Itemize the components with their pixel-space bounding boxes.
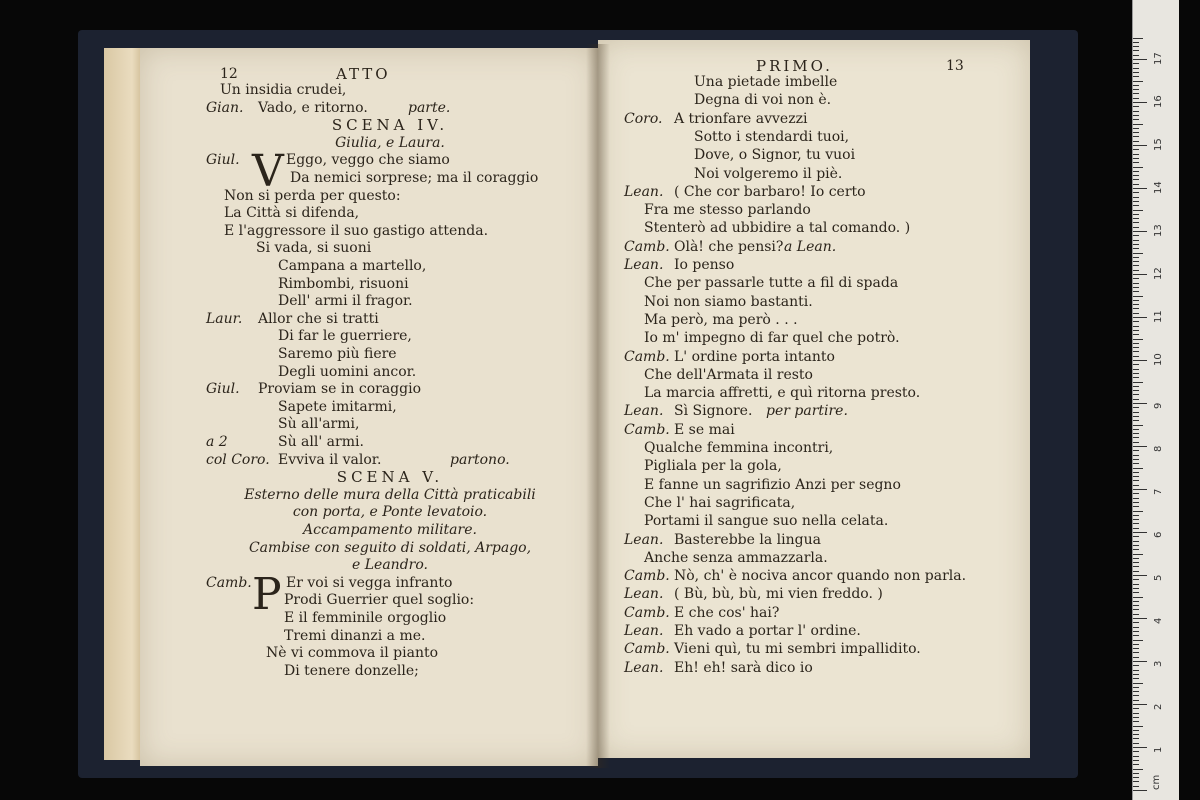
ruler-tick — [1133, 231, 1147, 232]
ruler-tick — [1133, 592, 1139, 593]
ruler-tick — [1133, 730, 1139, 731]
ruler-tick — [1133, 648, 1139, 649]
stage-direction: Esterno delle mura della Città praticabili — [244, 486, 536, 503]
speaker-label: Giul. — [206, 152, 240, 169]
ruler-tick — [1133, 523, 1139, 524]
ruler-tick — [1133, 781, 1139, 782]
ruler-tick — [1133, 308, 1139, 309]
ruler-tick — [1133, 738, 1139, 739]
ruler-tick — [1133, 373, 1139, 374]
speaker-label: Camb. — [624, 568, 670, 585]
ruler-tick — [1133, 287, 1139, 288]
ruler-tick — [1133, 601, 1139, 602]
ruler-tick — [1133, 412, 1139, 413]
ruler-tick — [1133, 627, 1139, 628]
stage-note: parte. — [408, 99, 451, 116]
ruler-tick — [1133, 240, 1139, 241]
ruler-tick — [1133, 38, 1143, 39]
ruler-tick — [1133, 511, 1143, 512]
ruler-tick — [1133, 657, 1139, 658]
ruler-tick — [1133, 407, 1139, 408]
ruler-tick — [1133, 115, 1139, 116]
ruler-tick — [1133, 437, 1139, 438]
verse-line: Qualche femmina incontri, — [644, 440, 834, 456]
verse-line: Stenterò ad ubbidire a tal comando. ) — [644, 220, 911, 237]
ruler-tick — [1133, 351, 1139, 352]
ruler-tick — [1133, 171, 1139, 172]
ruler-number: 1 — [1153, 746, 1164, 753]
ruler-tick — [1133, 468, 1143, 469]
scene-heading: SCENA V. — [336, 468, 444, 487]
ruler-tick — [1133, 364, 1139, 365]
verse-line: Vado, e ritorno. — [258, 99, 368, 116]
ruler-tick — [1133, 356, 1139, 357]
stage-direction: Accampamento militare. — [303, 522, 477, 538]
ruler-tick — [1133, 369, 1139, 370]
verse-line: Sù all'armi, — [278, 416, 360, 433]
verse-line: Di tenere donzelle; — [284, 662, 419, 679]
verse-line: Anche senza ammazzarla. — [644, 549, 828, 566]
ruler-tick — [1133, 678, 1139, 679]
ruler-tick — [1133, 450, 1139, 451]
ruler-tick — [1133, 549, 1139, 550]
ruler-number: 3 — [1153, 660, 1164, 667]
ruler-tick — [1133, 330, 1139, 331]
running-head: PRIMO. — [756, 57, 833, 75]
left-page — [140, 48, 598, 766]
ruler-tick — [1133, 777, 1139, 778]
verse-line: Eh! eh! sarà dico io — [674, 659, 813, 676]
ruler-tick — [1133, 674, 1139, 675]
ruler-tick — [1133, 622, 1139, 623]
verse-line: E se mai — [674, 421, 735, 438]
verse-line: Olà! che pensi? — [674, 238, 784, 255]
page-number: 12 — [220, 66, 238, 82]
verse-line: Basterebbe la lingua — [674, 531, 821, 548]
ruler-tick — [1133, 485, 1139, 486]
verse-line: Non si perda per questo: — [224, 187, 401, 204]
ruler-tick — [1133, 726, 1143, 727]
verse-line: Dell' armi il fragor. — [278, 293, 413, 310]
stage-note: a Lean. — [784, 238, 837, 255]
verse-line: Evviva il valor. — [278, 451, 382, 468]
ruler-tick — [1133, 597, 1143, 598]
ruler-tick — [1133, 695, 1139, 696]
ruler-unit-label: cm — [1151, 774, 1162, 790]
ruler-tick — [1133, 571, 1139, 572]
verse-line: Portami il sangue suo nella celata. — [644, 513, 889, 530]
ruler-tick — [1133, 326, 1139, 327]
ruler-tick — [1133, 218, 1139, 219]
ruler-tick — [1133, 747, 1147, 748]
verse-line: Saremo più fiere — [278, 346, 397, 362]
verse-line: Si vada, si suoni — [256, 240, 372, 257]
speaker-label: Camb. — [624, 348, 670, 365]
speaker-label: Lean. — [624, 659, 664, 676]
verse-line: Una pietade imbelle — [694, 74, 838, 90]
verse-line: Noi non siamo bastanti. — [644, 293, 813, 310]
ruler-tick — [1133, 661, 1147, 662]
verse-line: Io penso — [674, 257, 735, 273]
ruler-tick — [1133, 390, 1139, 391]
ruler-tick — [1133, 575, 1147, 576]
ruler-tick — [1133, 360, 1147, 361]
ruler-tick — [1133, 141, 1139, 142]
verse-line: Sù all' armi. — [278, 434, 364, 450]
ruler-tick — [1133, 635, 1139, 636]
ruler-tick — [1133, 192, 1139, 193]
ruler-tick — [1133, 665, 1139, 666]
ruler-tick — [1133, 317, 1147, 318]
ruler-tick — [1133, 515, 1139, 516]
ruler-tick — [1133, 63, 1139, 64]
ruler-tick — [1133, 528, 1139, 529]
verse-line: E il femminile orgoglio — [284, 610, 447, 626]
ruler-tick — [1133, 313, 1139, 314]
ruler-tick — [1133, 300, 1139, 301]
ruler-tick — [1133, 386, 1139, 387]
verse-line: Er voi si vegga infranto — [286, 574, 453, 591]
speaker-label: Lean. — [624, 531, 664, 548]
ruler-tick — [1133, 476, 1139, 477]
ruler-tick — [1133, 184, 1139, 185]
verse-line: Rimbombi, risuoni — [278, 275, 409, 292]
stage-direction: con porta, e Ponte levatoio. — [292, 504, 488, 521]
ruler-tick — [1133, 532, 1147, 533]
speaker-label: Coro. — [624, 110, 663, 127]
verse-line: E l'aggressore il suo gastigo attenda. — [224, 222, 489, 239]
ruler-tick — [1133, 455, 1139, 456]
ruler-tick — [1133, 463, 1139, 464]
ruler-tick — [1133, 119, 1139, 120]
ruler-tick — [1133, 554, 1143, 555]
ruler-tick — [1133, 227, 1139, 228]
ruler-number: 7 — [1153, 488, 1164, 495]
ruler-tick — [1133, 136, 1139, 137]
ruler-tick — [1133, 265, 1139, 266]
speaker-label: Gian. — [206, 99, 244, 116]
ruler-tick — [1133, 167, 1143, 168]
ruler-tick — [1133, 248, 1139, 249]
ruler-tick — [1133, 128, 1139, 129]
book-gutter — [586, 44, 610, 768]
page-number: 13 — [946, 58, 964, 74]
ruler-tick — [1133, 50, 1139, 51]
drop-capital: V — [252, 146, 284, 198]
ruler-tick — [1133, 188, 1147, 189]
stage-note: partono. — [450, 451, 510, 468]
verse-line: Dove, o Signor, tu vuoi — [694, 147, 856, 164]
ruler-tick — [1133, 769, 1143, 770]
ruler-number: 2 — [1153, 703, 1164, 710]
ruler-tick — [1133, 72, 1139, 73]
ruler-tick — [1133, 640, 1143, 641]
ruler-tick — [1133, 764, 1139, 765]
ruler-tick — [1133, 644, 1139, 645]
ruler-tick — [1133, 618, 1147, 619]
ruler-tick — [1133, 652, 1139, 653]
ruler-tick — [1133, 506, 1139, 507]
verse-line: Sapete imitarmi, — [278, 398, 397, 415]
verse-line: La marcia affretti, e quì ritorna presto. — [644, 385, 921, 402]
ruler-number: 8 — [1153, 445, 1164, 452]
ruler-tick — [1133, 149, 1139, 150]
speaker-label: Camb. — [624, 641, 670, 658]
ruler-tick — [1133, 566, 1139, 567]
ruler-tick — [1133, 756, 1139, 757]
ruler-tick — [1133, 283, 1139, 284]
ruler-tick — [1133, 489, 1147, 490]
ruler-tick — [1133, 42, 1139, 43]
ruler-tick — [1133, 59, 1147, 60]
ruler-tick — [1133, 377, 1139, 378]
speaker-label: a 2 — [206, 434, 228, 450]
ruler-tick — [1133, 558, 1139, 559]
ruler-tick — [1133, 162, 1139, 163]
ruler-tick — [1133, 545, 1139, 546]
ruler-tick — [1133, 670, 1139, 671]
verse-line: E che cos' hai? — [674, 604, 780, 621]
ruler-tick — [1133, 261, 1139, 262]
ruler-tick — [1133, 343, 1139, 344]
measuring-ruler — [1132, 0, 1179, 800]
verse-line: Vieni quì, tu mi sembri impallidito. — [674, 641, 921, 658]
ruler-tick — [1133, 459, 1139, 460]
verse-line: Che l' hai sagrificata, — [644, 494, 796, 511]
ruler-tick — [1133, 55, 1139, 56]
ruler-number: 6 — [1153, 531, 1164, 538]
speaker-label: Camb. — [624, 238, 670, 255]
ruler-number: 13 — [1153, 224, 1164, 237]
ruler-tick — [1133, 700, 1139, 701]
ruler-tick — [1133, 102, 1147, 103]
ruler-tick — [1133, 717, 1139, 718]
ruler-tick — [1133, 175, 1139, 176]
verse-line: Io m' impegno di far quel che potrò. — [644, 330, 900, 347]
verse-line: Sì Signore. — [674, 403, 753, 420]
speaker-label: Laur. — [206, 310, 243, 327]
ruler-tick — [1133, 244, 1139, 245]
speaker-label: Giul. — [206, 381, 240, 398]
ruler-tick — [1133, 205, 1139, 206]
ruler-tick — [1133, 278, 1139, 279]
ruler-tick — [1133, 713, 1139, 714]
verse-line: Fra me stesso parlando — [644, 202, 811, 219]
ruler-tick — [1133, 76, 1139, 77]
verse-line: Da nemici sorprese; ma il coraggio — [290, 170, 539, 186]
verse-line: Proviam se in coraggio — [258, 381, 422, 398]
ruler-tick — [1133, 734, 1139, 735]
speaker-label: Camb. — [624, 421, 670, 438]
ruler-number: 17 — [1153, 52, 1164, 65]
ruler-tick — [1133, 584, 1139, 585]
ruler-tick — [1133, 420, 1139, 421]
speaker-label: Lean. — [624, 257, 664, 273]
ruler-tick — [1133, 210, 1143, 211]
ruler-tick — [1133, 502, 1139, 503]
verse-line: L' ordine porta intanto — [674, 348, 835, 365]
ruler-number: 12 — [1153, 267, 1164, 280]
verse-line: Noi volgeremo il piè. — [694, 165, 843, 182]
stage-note: per partire. — [766, 403, 848, 420]
ruler-number: 16 — [1153, 95, 1164, 108]
ruler-number: 14 — [1153, 181, 1164, 194]
ruler-tick — [1133, 614, 1139, 615]
ruler-tick — [1133, 562, 1139, 563]
ruler-tick — [1133, 403, 1147, 404]
verse-line: Eggo, veggo che siamo — [286, 152, 450, 169]
ruler-tick — [1133, 132, 1139, 133]
ruler-tick — [1133, 683, 1143, 684]
verse-line: ( Che cor barbaro! Io certo — [674, 183, 866, 200]
ruler-tick — [1133, 631, 1139, 632]
verse-line: Che per passarle tutte a fil di spada — [644, 275, 899, 292]
ruler-tick — [1133, 347, 1139, 348]
ruler-tick — [1133, 399, 1139, 400]
ruler-tick — [1133, 394, 1139, 395]
ruler-tick — [1133, 93, 1139, 94]
ruler-tick — [1133, 541, 1139, 542]
stage-direction: Giulia, e Laura. — [335, 134, 445, 151]
verse-line: La Città si difenda, — [224, 205, 360, 222]
verse-line: Sotto i stendardi tuoi, — [694, 128, 850, 145]
ruler-tick — [1133, 708, 1139, 709]
verse-line: Eh vado a portar l' ordine. — [674, 623, 861, 639]
page-block-edge — [104, 48, 144, 760]
verse-line: ( Bù, bù, bù, mi vien freddo. ) — [674, 586, 883, 603]
ruler-tick — [1133, 339, 1143, 340]
ruler-tick — [1133, 68, 1139, 69]
verse-line: Prodi Guerrier quel soglio: — [284, 592, 475, 609]
ruler-tick — [1133, 257, 1139, 258]
speaker-label: Lean. — [624, 403, 664, 420]
speaker-label: Camb. — [206, 574, 252, 591]
ruler-tick — [1133, 687, 1139, 688]
ruler-tick — [1133, 446, 1147, 447]
verse-line: Ma però, ma però . . . — [644, 311, 798, 328]
verse-line: Un insidia crudei, — [220, 82, 347, 98]
ruler-number: 9 — [1153, 402, 1164, 409]
speaker-label: Lean. — [624, 586, 664, 603]
ruler-tick — [1133, 536, 1139, 537]
ruler-tick — [1133, 751, 1139, 752]
ruler-tick — [1133, 433, 1139, 434]
ruler-tick — [1133, 588, 1139, 589]
ruler-tick — [1133, 274, 1147, 275]
ruler-tick — [1133, 760, 1139, 761]
ruler-tick — [1133, 98, 1139, 99]
verse-line: Campana a martello, — [278, 258, 427, 274]
ruler-number: 10 — [1153, 353, 1164, 366]
ruler-tick — [1133, 179, 1139, 180]
ruler-tick — [1133, 334, 1139, 335]
right-page — [598, 40, 1030, 758]
verse-line: Pigliala per la gola, — [644, 458, 782, 475]
ruler-number: 11 — [1153, 310, 1164, 323]
ruler-tick — [1133, 111, 1139, 112]
ruler-tick — [1133, 46, 1139, 47]
ruler-tick — [1133, 124, 1143, 125]
ruler-tick — [1133, 416, 1139, 417]
verse-line: Allor che si tratti — [258, 310, 379, 327]
verse-line: Tremi dinanzi a me. — [284, 627, 426, 644]
speaker-label: Lean. — [624, 623, 664, 639]
scene-heading: SCENA IV. — [331, 116, 449, 135]
ruler-tick — [1133, 222, 1139, 223]
ruler-tick — [1133, 425, 1143, 426]
ruler-tick — [1133, 291, 1139, 292]
ruler-tick — [1133, 81, 1143, 82]
ruler-tick — [1133, 498, 1139, 499]
ruler-tick — [1133, 89, 1139, 90]
running-head: ATTO — [336, 65, 391, 83]
ruler-tick — [1133, 253, 1143, 254]
ruler-tick — [1133, 472, 1139, 473]
ruler-tick — [1133, 296, 1143, 297]
verse-line: Degna di voi non è. — [694, 92, 832, 109]
ruler-tick — [1133, 480, 1139, 481]
verse-line: Di far le guerriere, — [278, 328, 412, 345]
stage-direction: Cambise con seguito di soldati, Arpago, — [248, 539, 532, 556]
ruler-tick — [1133, 321, 1139, 322]
verse-line: Nò, ch' è nociva ancor quando non parla. — [674, 568, 967, 585]
ruler-tick — [1133, 270, 1139, 271]
speaker-label: Lean. — [624, 183, 664, 200]
ruler-tick — [1133, 442, 1139, 443]
ruler-tick — [1133, 235, 1139, 236]
ruler-tick — [1133, 493, 1139, 494]
verse-line: Che dell'Armata il resto — [644, 366, 813, 383]
verse-line: A trionfare avvezzi — [674, 110, 808, 127]
ruler-tick — [1133, 609, 1139, 610]
stage-direction: e Leandro. — [352, 557, 428, 574]
ruler-tick — [1133, 158, 1139, 159]
ruler-tick — [1133, 691, 1139, 692]
verse-line: Nè vi commova il pianto — [266, 645, 439, 662]
ruler-tick — [1133, 786, 1139, 787]
ruler-tick — [1133, 704, 1147, 705]
ruler-tick — [1133, 154, 1139, 155]
ruler-number: 5 — [1153, 574, 1164, 581]
ruler-tick — [1133, 382, 1143, 383]
ruler-number: 4 — [1153, 617, 1164, 624]
drop-capital: P — [252, 568, 282, 620]
ruler-tick — [1133, 790, 1147, 791]
ruler-tick — [1133, 85, 1139, 86]
ruler-tick — [1133, 743, 1139, 744]
ruler-tick — [1133, 519, 1139, 520]
ruler-number: 15 — [1153, 138, 1164, 151]
verse-line: E fanne un sagrifizio Anzi per segno — [644, 476, 901, 493]
ruler-tick — [1133, 106, 1139, 107]
ruler-tick — [1133, 721, 1139, 722]
ruler-tick — [1133, 304, 1139, 305]
speaker-label: col Coro. — [206, 451, 270, 468]
ruler-tick — [1133, 579, 1139, 580]
ruler-tick — [1133, 773, 1139, 774]
ruler-tick — [1133, 201, 1139, 202]
ruler-tick — [1133, 197, 1139, 198]
ruler-tick — [1133, 214, 1139, 215]
ruler-tick — [1133, 429, 1139, 430]
ruler-tick — [1133, 605, 1139, 606]
speaker-label: Camb. — [624, 604, 670, 621]
ruler-tick — [1133, 145, 1147, 146]
verse-line: Degli uomini ancor. — [278, 363, 417, 380]
